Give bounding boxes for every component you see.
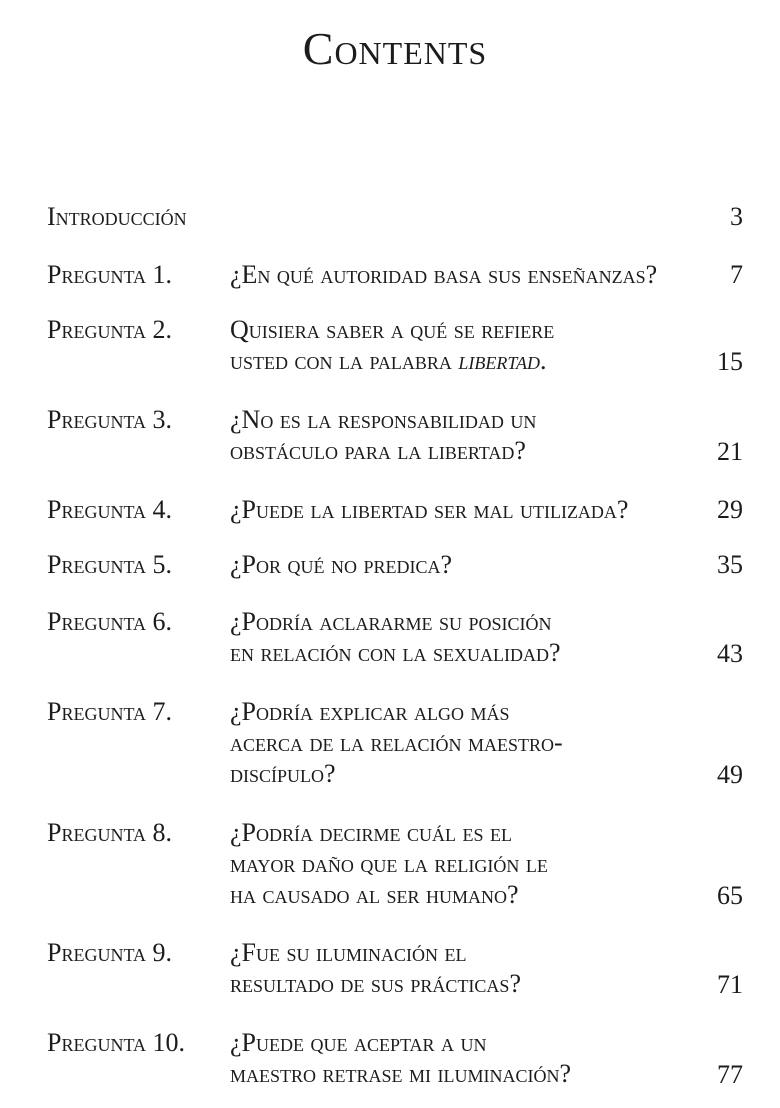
entry-title-text: usted con la palabra [230, 346, 459, 375]
entry-label: Pregunta 4. [47, 495, 173, 524]
toc-entry[interactable] [47, 259, 743, 290]
entry-page: 43 [717, 639, 743, 668]
entry-title-line: mayor daño que la religión le [230, 849, 548, 878]
entry-page: 7 [730, 260, 743, 289]
entry-title-line: acerca de la relación maestro- [230, 728, 563, 757]
entry-label: Pregunta 6. [47, 607, 173, 636]
entry-title-line: ¿Podría explicar algo más [230, 697, 510, 726]
entry-title-line: ¿Podría decirme cuál es el [230, 818, 512, 847]
entry-label: Pregunta 9. [47, 938, 173, 967]
entry-label: Pregunta 1. [47, 260, 173, 289]
toc-entry[interactable] [47, 494, 743, 525]
entry-page: 21 [717, 437, 743, 466]
entry-title-punct: . [540, 346, 547, 375]
entry-title-line [230, 345, 700, 376]
toc-entry[interactable] [47, 937, 743, 1000]
toc-entry[interactable] [47, 549, 743, 580]
entry-page: 77 [717, 1060, 743, 1089]
toc-entry[interactable] [47, 696, 743, 790]
toc-entry[interactable] [47, 606, 743, 669]
entry-title-line: maestro retrase mi iluminación? [230, 1059, 572, 1088]
toc-entry-introduccion[interactable] [47, 201, 743, 232]
entry-title-line: ¿Puede la libertad ser mal utilizada? [230, 495, 629, 524]
entry-page: 71 [717, 970, 743, 999]
toc-entry[interactable] [47, 314, 743, 377]
entry-title-italic: libertad [458, 346, 541, 375]
entry-title-line: ¿Por qué no predica? [230, 550, 453, 579]
toc-entry[interactable] [47, 817, 743, 911]
toc-entry[interactable] [47, 1027, 743, 1090]
entry-label: Pregunta 3. [47, 405, 173, 434]
entry-label: Pregunta 8. [47, 818, 173, 847]
entry-label: Pregunta 10. [47, 1028, 186, 1057]
entry-title-line: resultado de sus prácticas? [230, 969, 521, 998]
entry-title-line: Quisiera saber a qué se refiere [230, 315, 555, 344]
entry-page: 65 [717, 881, 743, 910]
entry-title-line: ¿Fue su iluminación el [230, 938, 467, 967]
entry-page: 29 [717, 495, 743, 524]
entry-page: 49 [717, 760, 743, 789]
page-title: Contents [302, 23, 488, 74]
entry-label: Introducción [47, 202, 187, 231]
entry-title-line: ¿Puede que aceptar a un [230, 1028, 487, 1057]
entry-page: 3 [730, 202, 743, 231]
entry-title-line: obstáculo para la libertad? [230, 436, 526, 465]
toc-entry[interactable] [47, 404, 743, 467]
entry-title-line: ¿Podría aclararme su posición [230, 607, 552, 636]
entry-title-line: en relación con la sexualidad? [230, 638, 561, 667]
entry-title-line: ¿En qué autoridad basa sus enseñanzas? [230, 260, 658, 289]
entry-title-line: ha causado al ser humano? [230, 880, 519, 909]
entry-label: Pregunta 2. [47, 315, 173, 344]
entry-title-line: ¿No es la responsabilidad un [230, 405, 537, 434]
entry-page: 15 [717, 347, 743, 376]
entry-title-line: discípulo? [230, 759, 336, 788]
entry-label: Pregunta 5. [47, 550, 173, 579]
entry-label: Pregunta 7. [47, 697, 173, 726]
entry-page: 35 [717, 550, 743, 579]
